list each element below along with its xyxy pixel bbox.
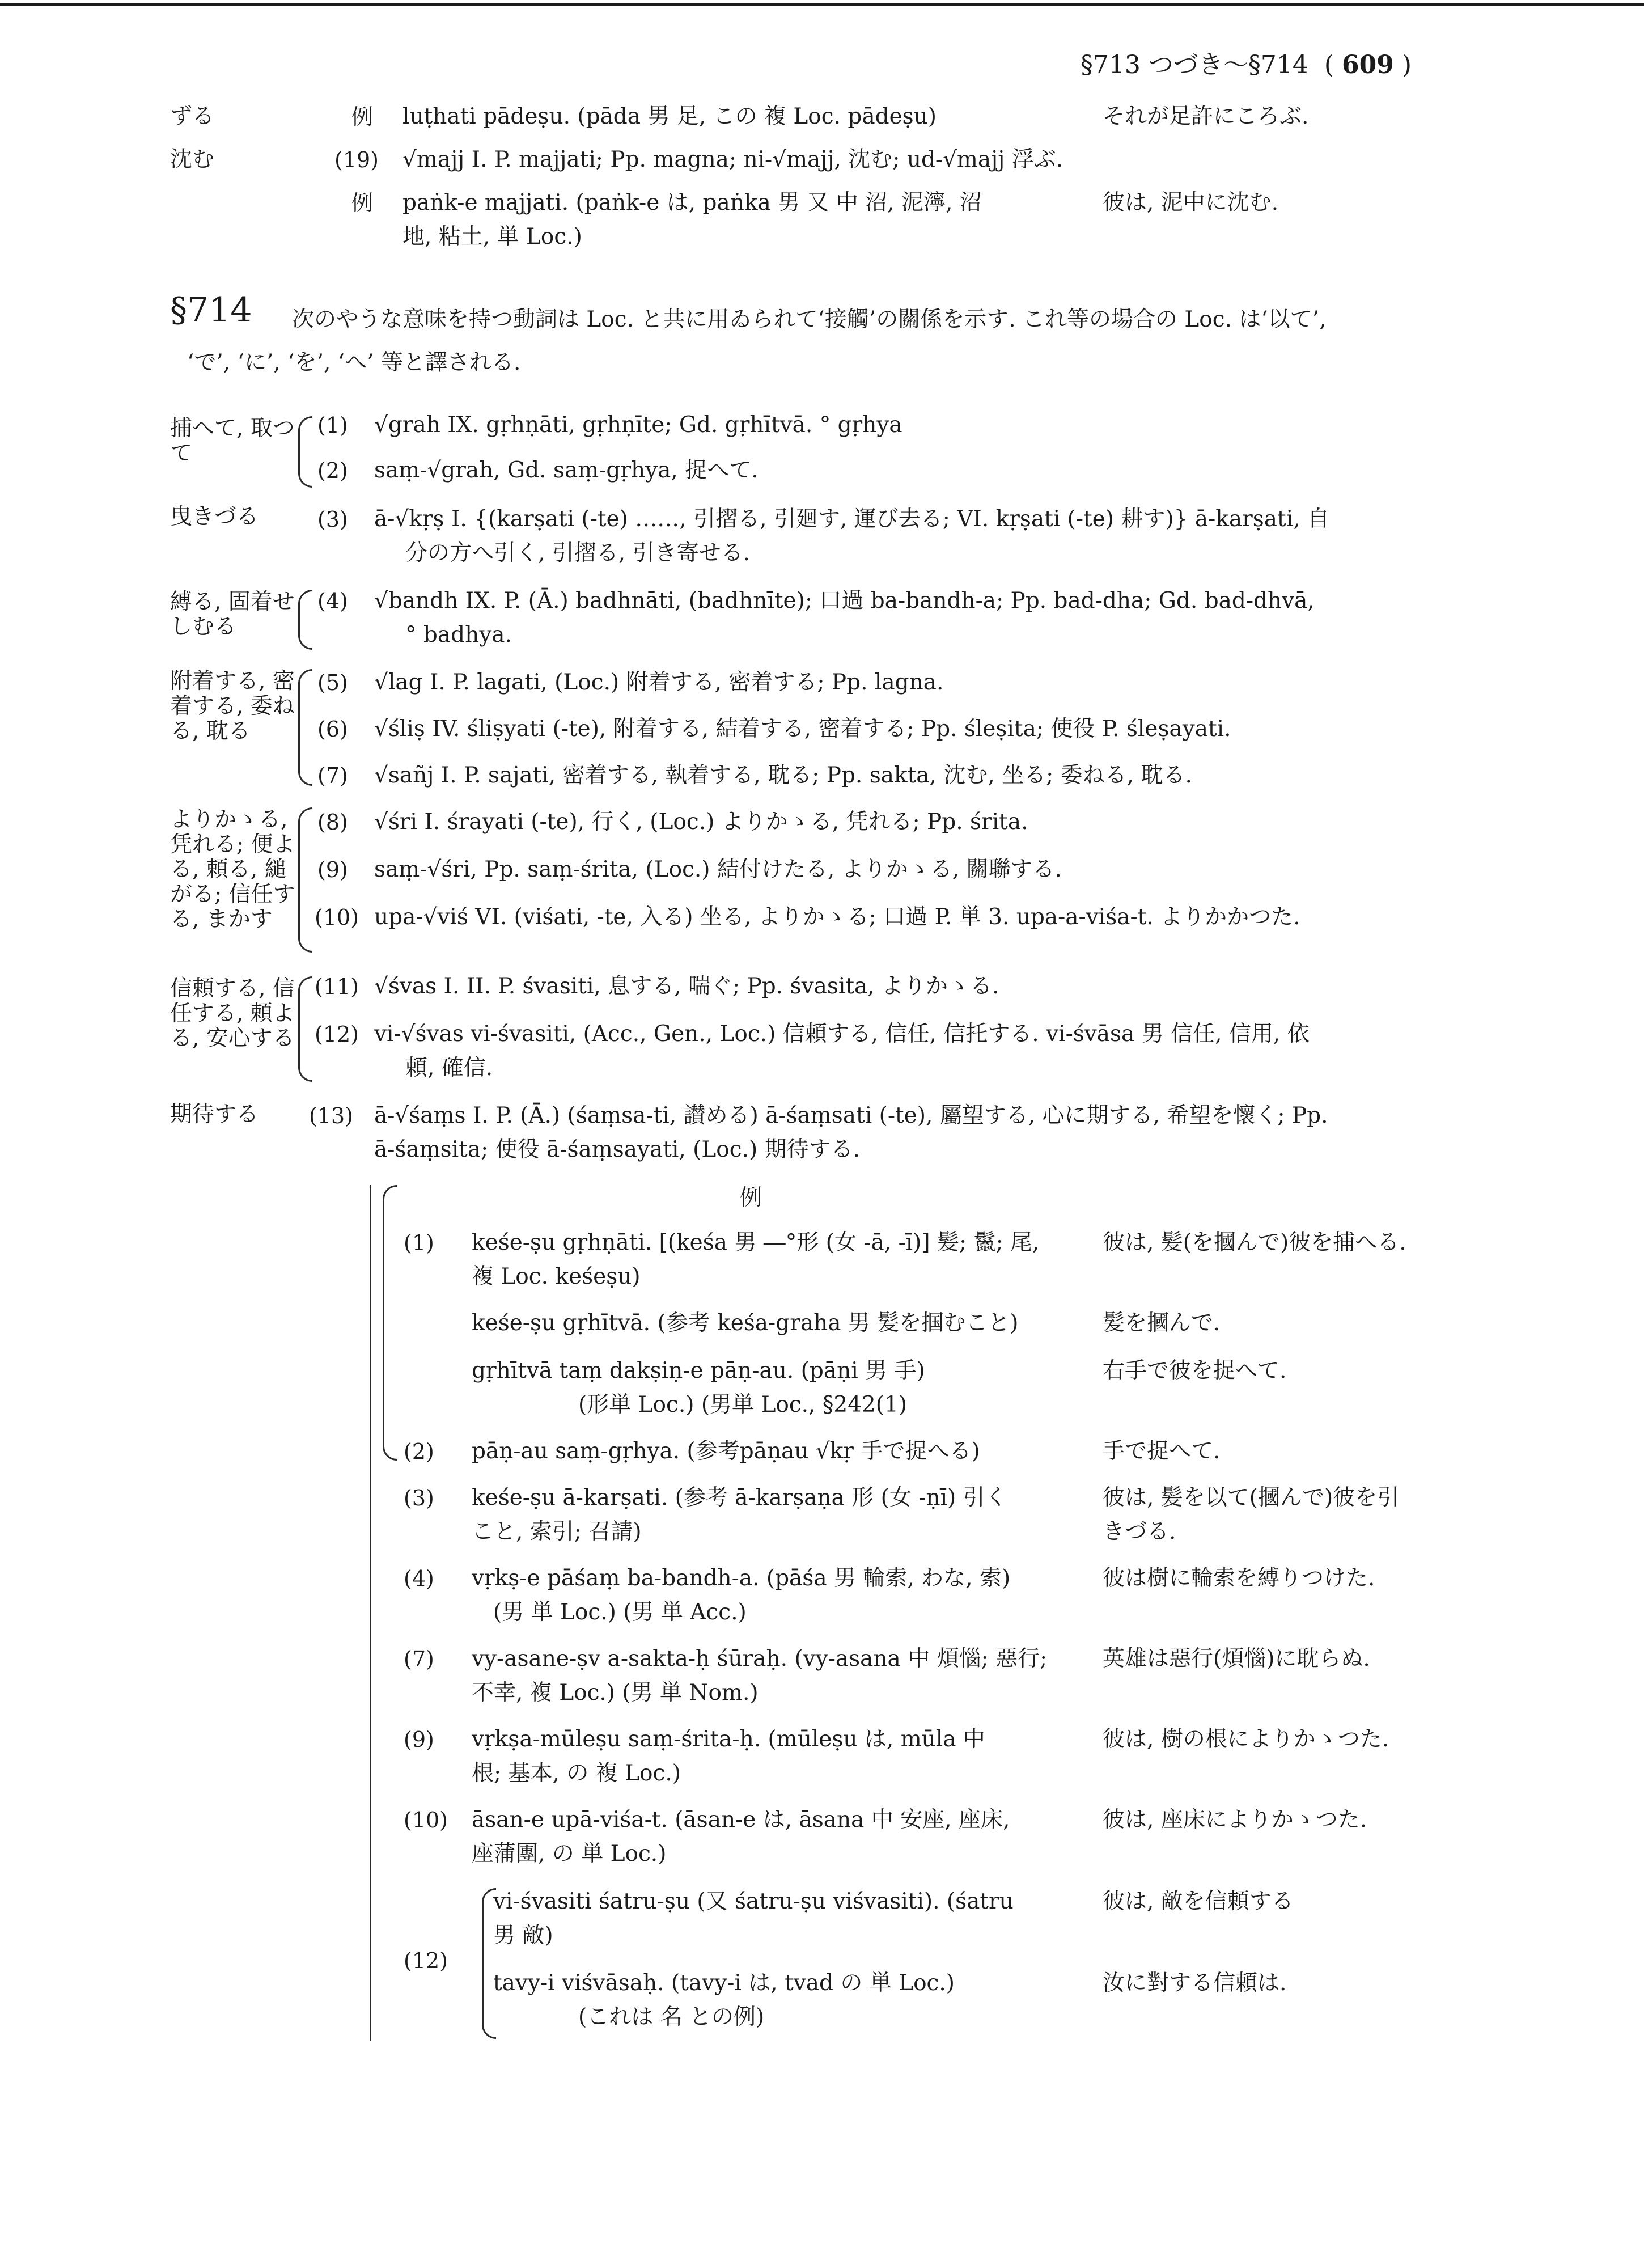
group-label: よりかゝる, 凭れる; 便よる, 頼る, 縋がる; 信任する, まかす (170, 807, 295, 932)
verb-text: √grah IX. gṛhṇāti, gṛhṇīte; Gd. gṛhītvā. ° gṛhya (374, 412, 902, 438)
entry-number: 例 (351, 104, 374, 129)
section-heading (170, 290, 252, 330)
example-text: keśe-ṣu ā-karṣati. (参考 ā-karṣaṇa 形 (女 -ṇī) 引く (472, 1485, 1007, 1510)
example-translation: 右手で彼を捉へて. (1103, 1358, 1287, 1383)
example-text: vy-asane-ṣv a-sakta-ḥ śūraḥ. (vy-asana 中 煩惱; 惡行; (472, 1646, 1048, 1672)
verb-text: upa-√viś VI. (viśati, -te, 入る) 坐る, よりかゝる; 口過 P. 単 3. upa-a-viśa-t. よりかかつた. (374, 904, 1300, 930)
examples-bracket (370, 1185, 371, 2041)
example-text: gṛhītvā taṃ dakṣiṇ-e pāṇ-au. (pāṇi 男 手) (472, 1358, 925, 1383)
verb-number: (2) (317, 458, 348, 483)
example-number: (3) (404, 1486, 434, 1510)
entry-translation: それが足許にころぶ. (1103, 104, 1309, 129)
verb-number: (12) (315, 1022, 359, 1047)
example-text-continued: 座蒲團, の 単 Loc.) (472, 1841, 667, 1867)
example-translation: 髪を摑んで. (1103, 1310, 1221, 1336)
example-text-continued: こと, 索引; 召請) (472, 1519, 642, 1545)
group-label: 期待する (170, 1102, 259, 1127)
verb-number: (6) (317, 717, 348, 742)
group-label: 信頼する, 信任する, 頼よる, 安心する (170, 976, 295, 1051)
example-text: vṛkṣ-e pāśaṃ ba-bandh-a. (pāśa 男 輪索, わな, 索) (472, 1565, 1011, 1591)
example-number: (7) (404, 1647, 434, 1672)
brace (298, 416, 312, 488)
page-number: 609 (1341, 50, 1394, 79)
verb-number: (1) (317, 413, 348, 438)
example-number: (1) (404, 1230, 434, 1255)
entry-number: 例 (351, 191, 374, 215)
verb-text: √śvas I. II. P. śvasiti, 息する, 喘ぐ; Pp. śvasita, よりかゝる. (374, 974, 999, 999)
brace (383, 1185, 397, 1461)
group-label: 捕へて, 取つて (170, 416, 295, 466)
group-label: 縛る, 固着せしむる (170, 589, 295, 640)
example-number: (9) (404, 1727, 434, 1752)
verb-text: √śri I. śrayati (-te), 行く, (Loc.) よりかゝる, 凭れる; Pp. śrita. (374, 809, 1028, 835)
verb-number: (3) (317, 507, 348, 532)
verb-text: ā-√kṛṣ I. {(karṣati (-te) ……, 引摺る, 引廻す, 運び去る; VI. kṛṣati (-te) 耕す)} ā-karṣati, 自 (374, 506, 1329, 532)
example-text-continued: (形単 Loc.) (男単 Loc., §242(1) (578, 1392, 908, 1417)
example-translation: 彼は, 髪(を摑んで)彼を捕へる. (1103, 1230, 1406, 1255)
verb-number: (13) (309, 1103, 354, 1128)
verb-number: (11) (315, 974, 359, 999)
example-translation: 英雄は惡行(煩惱)に耽らぬ. (1103, 1646, 1370, 1672)
verb-text: √śliṣ IV. śliṣyati (-te), 附着する, 結着する, 密着する; Pp. śleṣita; 使役 P. śleṣayati. (374, 716, 1231, 742)
section-intro: 次のやうな意味を持つ動詞は Loc. と共に用ゐられて‘接觸’の關係を示す. これ等の場合の Loc. は‘以て’, (292, 307, 1327, 332)
verb-number: (10) (315, 905, 359, 930)
example-translation: 手で捉へて. (1103, 1438, 1221, 1464)
example-number: (12) (404, 1948, 448, 1973)
example-text-continued: (男 単 Loc.) (男 単 Acc.) (493, 1600, 747, 1625)
top-rule (0, 3, 1644, 6)
example-text-continued: 根; 基本, の 複 Loc.) (472, 1761, 681, 1786)
group-label: 曳きづる (170, 504, 259, 530)
verb-text-continued: ° badhya. (405, 622, 512, 648)
verb-number: (4) (317, 589, 348, 613)
verb-text: vi-√śvas vi-śvasiti, (Acc., Gen., Loc.) 信頼する, 信任, 信托する. vi-śvāsa 男 信任, 信用, 依 (374, 1021, 1310, 1047)
verb-text: ā-√śaṃs I. P. (Ā.) (śaṃsa-ti, 讃める) ā-śaṃsati (-te), 屬望する, 心に期する, 希望を懷く; Pp. (374, 1103, 1328, 1128)
verb-text: saṃ-√śri, Pp. saṃ-śrita, (Loc.) 結付けたる, よりかゝる, 關聯する. (374, 857, 1062, 882)
verb-text: √bandh IX. P. (Ā.) badhnāti, (badhnīte); 口過 ba-bandh-a; Pp. bad-dha; Gd. bad-dhvā, (374, 588, 1315, 613)
section-number: §714 (170, 290, 252, 330)
verb-number: (9) (317, 857, 348, 882)
verb-text: √lag I. P. lagati, (Loc.) 附着する, 密着する; Pp. lagna. (374, 670, 944, 695)
verb-number: (7) (317, 763, 348, 788)
entry-label: ずる (170, 104, 215, 129)
verb-text-continued: 分の方へ引く, 引摺る, 引き寄せる. (405, 540, 750, 566)
example-number: (2) (404, 1439, 434, 1464)
example-translation: 彼は, 座床によりかゝつた. (1103, 1807, 1367, 1833)
brace (298, 590, 312, 650)
examples-heading: 例 (740, 1185, 762, 1211)
brace (298, 976, 312, 1082)
entry-number: (19) (334, 147, 379, 172)
entry-text: √majj I. P. majjati; Pp. magna; ni-√majj, 沈む; ud-√majj 浮ぶ. (402, 147, 1063, 172)
example-text: pāṇ-au saṃ-gṛhya. (参考pāṇau √kṛ 手で捉へる) (472, 1438, 980, 1464)
verb-number: (8) (317, 810, 348, 835)
example-translation: 彼は樹に輪索を縛りつけた. (1103, 1565, 1375, 1591)
example-text: vṛkṣa-mūleṣu saṃ-śrita-ḥ. (mūleṣu は, mūla 中 (472, 1727, 985, 1752)
verb-text: saṃ-√grah, Gd. saṃ-gṛhya, 捉へて. (374, 458, 759, 483)
verb-number: (5) (317, 670, 348, 695)
section-intro-continued: ‘で’, ‘に’, ‘を’, ‘へ’ 等と譯される. (187, 350, 521, 375)
example-translation: 彼は, 敵を信頼する (1103, 1889, 1294, 1914)
example-translation: 汝に對する信頼は. (1103, 1970, 1287, 1996)
example-text: keśe-ṣu gṛhṇāti. [(keśa 男 ―°形 (女 -ā, -ī)] 髪; 鬣; 尾, (472, 1230, 1040, 1255)
example-number: (4) (404, 1566, 434, 1591)
example-text-continued: 男 敵) (493, 1923, 553, 1948)
entry-label: 沈む (170, 147, 215, 172)
example-text: keśe-ṣu gṛhītvā. (参考 keśa-graha 男 髪を掴むこと) (472, 1310, 1019, 1336)
example-translation-continued: きづる. (1103, 1519, 1176, 1545)
brace (298, 807, 312, 953)
section-range: §713 つづき〜§714 (1080, 50, 1308, 79)
example-text-continued: (これは 名 との例) (578, 2004, 765, 2030)
example-translation: 彼は, 髪を以て(摑んで)彼を引 (1103, 1485, 1400, 1510)
verb-text-continued: ā-śaṃsita; 使役 ā-śaṃsayati, (Loc.) 期待する. (374, 1137, 861, 1162)
example-text-continued: 複 Loc. keśeṣu) (472, 1264, 641, 1289)
example-translation: 彼は, 樹の根によりかゝつた. (1103, 1727, 1389, 1752)
example-text: tavy-i viśvāsaḥ. (tavy-i は, tvad の 単 Loc.) (493, 1970, 955, 1996)
entry-text: luṭhati pādeṣu. (pāda 男 足, この 複 Loc. pādeṣu) (402, 104, 937, 129)
group-label: 附着する, 密着する, 委ねる, 耽る (170, 668, 295, 744)
example-text: āsan-e upā-viśa-t. (āsan-e は, āsana 中 安座, 座床, (472, 1807, 1010, 1833)
verb-text-continued: 頼, 確信. (405, 1055, 493, 1081)
running-header: §713 つづき〜§714 ( 609 ) (1080, 50, 1412, 79)
verb-text: √sañj I. P. sajati, 密着する, 執着する, 耽る; Pp. sakta, 沈む, 坐る; 委ねる, 耽る. (374, 763, 1192, 788)
example-text-continued: 不幸, 複 Loc.) (男 単 Nom.) (472, 1680, 759, 1706)
example-text: vi-śvasiti śatru-ṣu (又 śatru-ṣu viśvasiti). (śatru (493, 1889, 1014, 1914)
entry-text: paṅk-e majjati. (paṅk-e は, paṅka 男 又 中 沼, 泥濘, 沼 (402, 190, 982, 215)
entry-text-continued: 地, 粘土, 単 Loc.) (402, 224, 582, 249)
example-number: (10) (404, 1808, 448, 1833)
entry-translation: 彼は, 泥中に沈む. (1103, 190, 1279, 215)
brace (298, 669, 312, 786)
